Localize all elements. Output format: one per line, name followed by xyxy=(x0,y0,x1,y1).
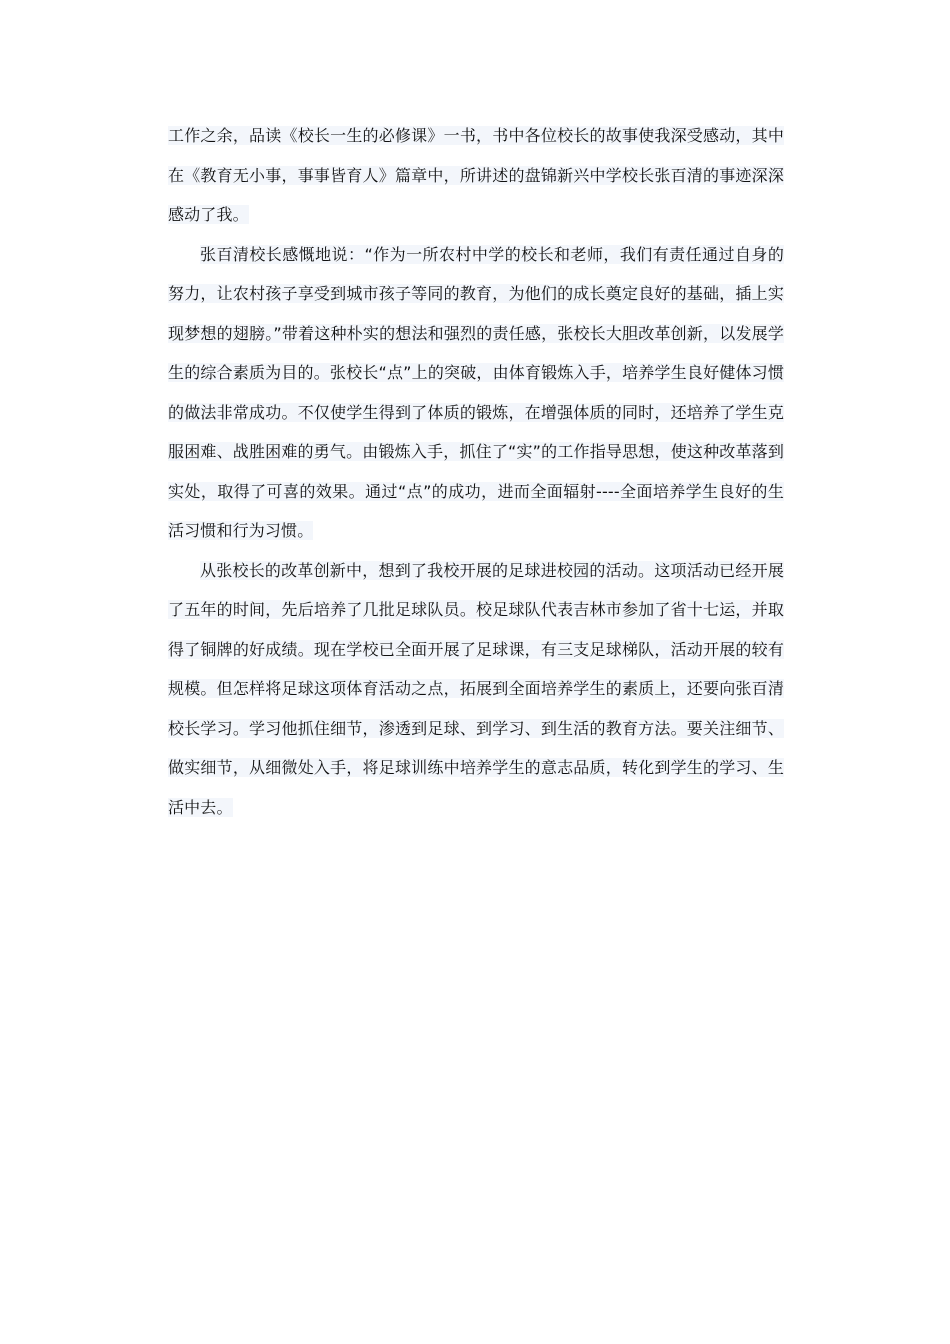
paragraph-football xyxy=(168,551,784,828)
paragraph-intro-text: 工作之余，品读《校长一生的必修课》一书，书中各位校长的故事使我深受感动，其中在《教育无小事，事事皆育人》篇章中，所讲述的盘锦新兴中学校长张百清的事迹深深感动了我。 xyxy=(168,126,784,224)
paragraph-zhang-baiqing-text: 张百清校长感慨地说：“作为一所农村中学的校长和老师，我们有责任通过自身的努力，让农村孩子享受到城市孩子等同的教育，为他们的成长奠定良好的基础，插上实现梦想的翅膀。”带着这种朴实的想法和强烈的责任感，张校长大胆改革创新，以发展学生的综合素质为目的。张校长“点”上的突破，由体育锻炼入手，培养学生良好健体习惯的做法非常成功。不仅使学生得到了体质的锻炼，在增强体质的同时，还培养了学生克服困难、战胜困难的勇气。由锻炼入手，抓住了“实”的工作指导思想，使这种改革落到实处，取得了可喜的效果。通过“点”的成功，进而全面辐射----全面培养学生良好的生活习惯和行为习惯。 xyxy=(168,244,784,540)
paragraph-football-text: 从张校长的改革创新中，想到了我校开展的足球进校园的活动。这项活动已经开展了五年的时间，先后培养了几批足球队员。校足球队代表吉林市参加了省十七运，并取得了铜牌的好成绩。现在学校已全面开展了足球课，有三支足球梯队，活动开展的较有规模。但怎样将足球这项体育活动之点，拓展到全面培养学生的素质上，还要向张百清校长学习。学习他抓住细节，渗透到足球、到学习、到生活的教育方法。要关注细节、做实细节，从细微处入手，将足球训练中培养学生的意志品质，转化到学生的学习、生活中去。 xyxy=(168,560,784,817)
paragraph-intro xyxy=(168,116,784,235)
document-body xyxy=(168,116,784,827)
paragraph-zhang-baiqing xyxy=(168,235,784,551)
